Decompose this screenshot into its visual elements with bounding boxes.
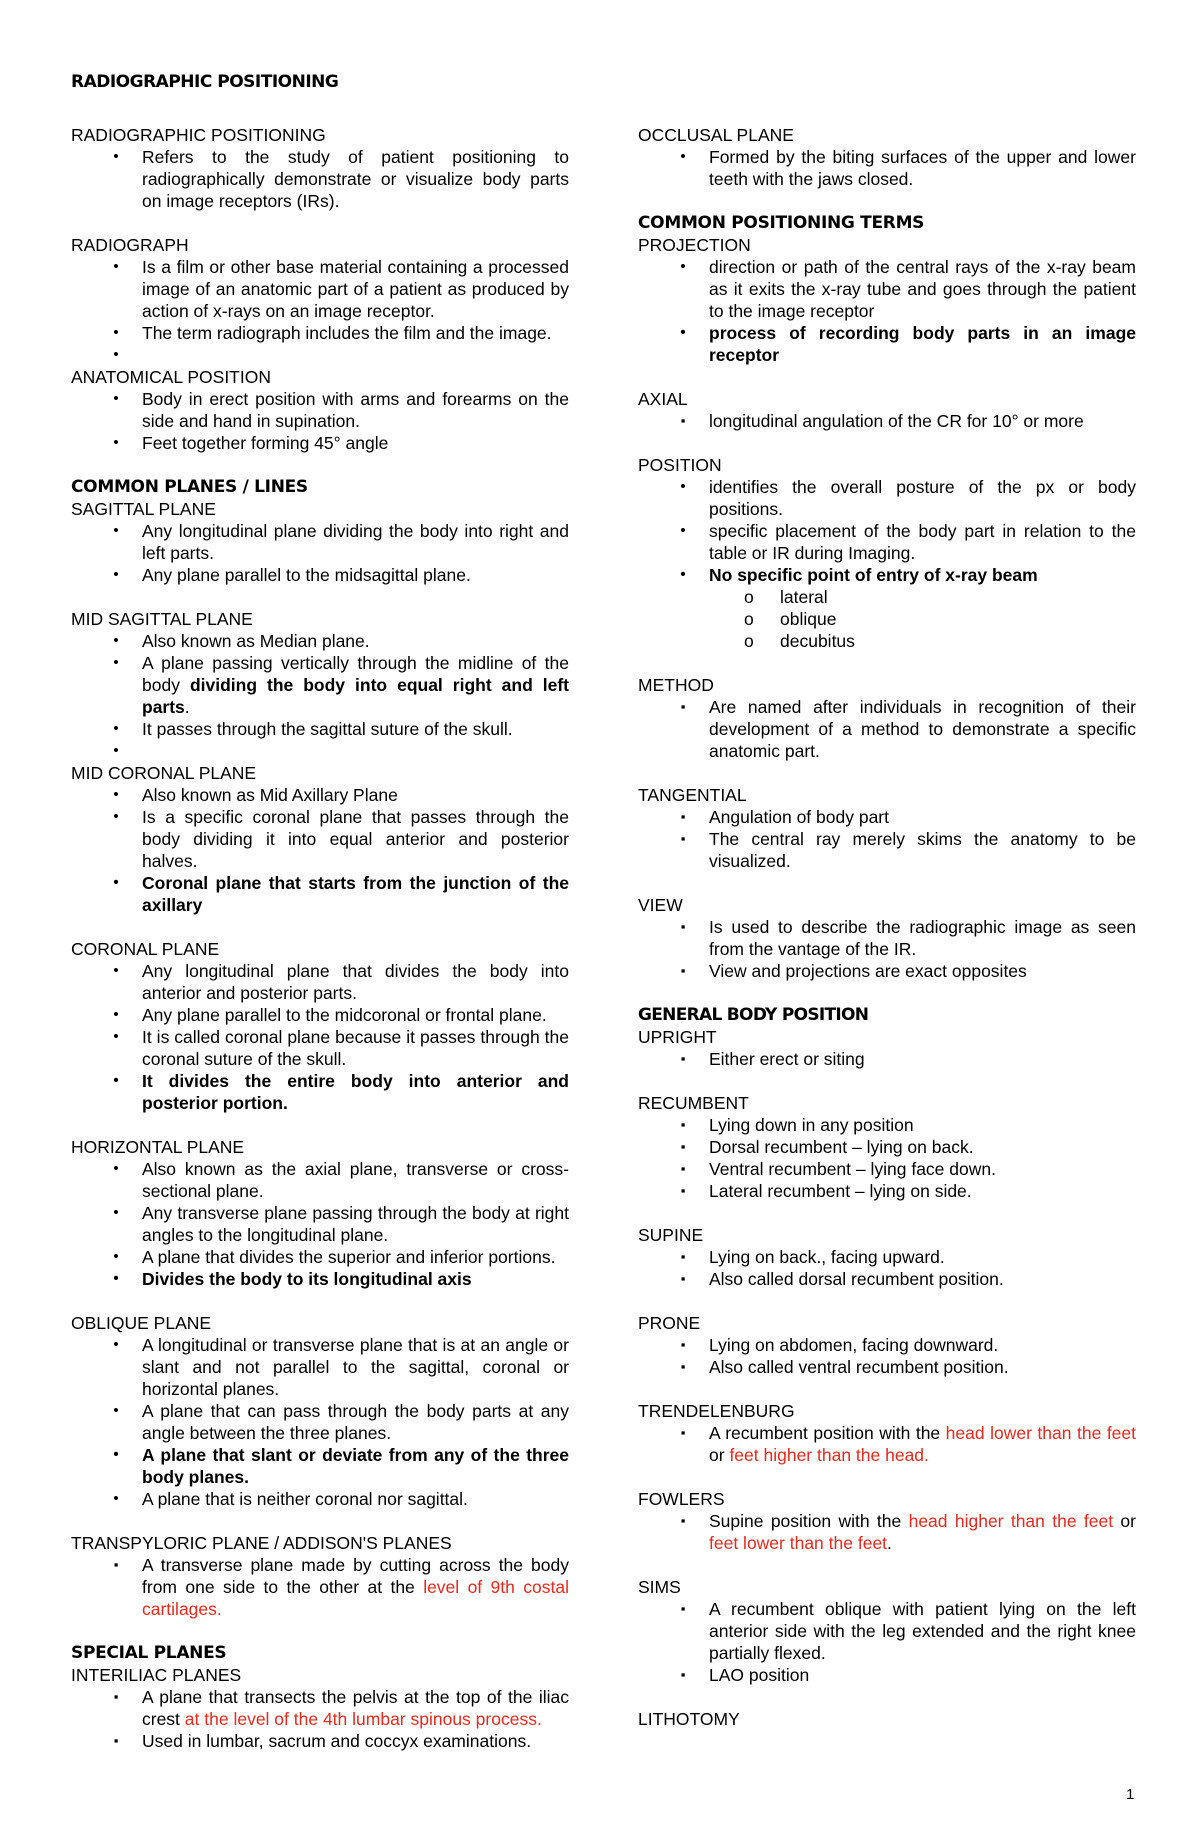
- list-item: ▪ Is used to describe the radiographic image as seen from the vantage of the IR.: [638, 916, 1136, 960]
- section-fowlers: [638, 1488, 1136, 1554]
- square-bullet-icon: ▪: [680, 1183, 686, 1198]
- list-item: • specific placement of the body part in relation to the table or IR during Imaging.: [638, 520, 1136, 564]
- term-heading: TRANSPYLORIC PLANE / ADDISON'S PLANES: [71, 1533, 452, 1553]
- list-item: ▪ Lying on abdomen, facing downward.: [638, 1334, 1136, 1356]
- section-mid-sagittal-plane: [71, 608, 569, 762]
- list-item: ▪ Ventral recumbent – lying face down.: [638, 1158, 1136, 1180]
- bullet-icon: •: [113, 742, 119, 759]
- bullet-list: [638, 1114, 1136, 1202]
- term-heading: PRONE: [638, 1313, 701, 1333]
- list-item: • It divides the entire body into anterior and posterior portion.: [71, 1070, 569, 1114]
- square-bullet-icon: ▪: [680, 413, 686, 428]
- bullet-icon: •: [113, 786, 119, 803]
- list-item: ▪ Either erect or siting: [638, 1048, 1136, 1070]
- square-bullet-icon: ▪: [680, 809, 686, 824]
- list-item: • Is a specific coronal plane that passes through the body dividing it into equal anterior and posterior halves.: [71, 806, 569, 872]
- list-item: ▪ A recumbent position with the head lower than the feet or feet higher than the head.: [638, 1422, 1136, 1466]
- list-item: ▪ The central ray merely skims the anatomy to be visualized.: [638, 828, 1136, 872]
- section-mid-coronal-plane: [71, 762, 569, 916]
- sub-list-item: o decubitus: [744, 631, 855, 651]
- bullet-list: [638, 1598, 1136, 1686]
- square-bullet-icon: ▪: [680, 1249, 686, 1264]
- list-item: ▪ A transverse plane made by cutting across the body from one side to the other at the level of 9th costal cartilages.: [71, 1554, 569, 1620]
- bullet-icon: •: [113, 566, 119, 583]
- list-item: • direction or path of the central rays of the x-ray beam as it exits the x-ray tube and goes through the patient to the image receptor: [638, 256, 1136, 322]
- bullet-icon: •: [113, 1490, 119, 1507]
- section-interiliac-planes: [71, 1664, 569, 1752]
- bullet-icon: •: [113, 808, 119, 825]
- bullet-list: [71, 256, 569, 366]
- bullet-list: [71, 784, 569, 916]
- section-radiograph: [71, 234, 569, 366]
- bullet-icon: •: [113, 632, 119, 649]
- square-bullet-icon: ▪: [680, 1161, 686, 1176]
- sub-bullet-list: [638, 586, 1136, 652]
- bullet-icon: •: [680, 566, 686, 583]
- section-heading-general-body-position: GENERAL BODY POSITION: [638, 1005, 869, 1025]
- list-item: • It passes through the sagittal suture of the skull.: [71, 718, 569, 740]
- list-item: ▪ Also called ventral recumbent position.: [638, 1356, 1136, 1378]
- section-heading-common-positioning-terms: COMMON POSITIONING TERMS: [638, 213, 925, 233]
- section-transpyloric-plane: [71, 1532, 569, 1620]
- bullet-icon: •: [680, 324, 686, 341]
- circle-bullet-icon: o: [744, 587, 754, 607]
- square-bullet-icon: ▪: [680, 1425, 686, 1440]
- list-item: • A plane passing vertically through the midline of the body dividing the body into equal right and left parts.: [71, 652, 569, 718]
- square-bullet-icon: ▪: [680, 1601, 686, 1616]
- term-heading: RADIOGRAPHIC POSITIONING: [71, 125, 326, 145]
- bullet-list: [71, 520, 569, 586]
- bullet-list: [71, 1686, 569, 1752]
- bullet-list: [71, 1334, 569, 1510]
- document-title: RADIOGRAPHIC POSITIONING: [71, 72, 339, 92]
- list-item: • process of recording body parts in an image receptor: [638, 322, 1136, 366]
- bullet-list: [638, 1334, 1136, 1378]
- list-item: • Formed by the biting surfaces of the upper and lower teeth with the jaws closed.: [638, 146, 1136, 190]
- term-heading: LITHOTOMY: [638, 1709, 740, 1729]
- page-number: 1: [1126, 1786, 1135, 1803]
- bullet-list: [638, 1422, 1136, 1466]
- bullet-list: [638, 256, 1136, 366]
- list-item: • A longitudinal or transverse plane that is at an angle or slant and not parallel to the sagittal, coronal or horizontal planes.: [71, 1334, 569, 1400]
- square-bullet-icon: ▪: [680, 963, 686, 978]
- bullet-icon: •: [113, 522, 119, 539]
- bullet-list: [71, 1158, 569, 1290]
- term-heading: INTERILIAC PLANES: [71, 1665, 242, 1685]
- bullet-icon: •: [113, 874, 119, 891]
- square-bullet-icon: ▪: [680, 1139, 686, 1154]
- list-item: • No specific point of entry of x-ray beam: [638, 564, 1136, 586]
- section-upright: [638, 1026, 1136, 1070]
- list-item: • Any longitudinal plane that divides the body into anterior and posterior parts.: [71, 960, 569, 1004]
- circle-bullet-icon: o: [744, 631, 754, 651]
- list-item: ▪ Used in lumbar, sacrum and coccyx examinations.: [71, 1730, 569, 1752]
- bullet-list: [638, 1048, 1136, 1070]
- section-heading-common-planes: COMMON PLANES / LINES: [71, 477, 308, 497]
- square-bullet-icon: ▪: [680, 1117, 686, 1132]
- term-heading: TANGENTIAL: [638, 785, 747, 805]
- section-coronal-plane: [71, 938, 569, 1114]
- bullet-icon: •: [680, 522, 686, 539]
- term-heading: MID SAGITTAL PLANE: [71, 609, 253, 629]
- section-sagittal-plane: [71, 498, 569, 586]
- right-column: [638, 124, 1136, 1730]
- bullet-icon: •: [113, 1204, 119, 1221]
- section-oblique-plane: [71, 1312, 569, 1510]
- section-tangential: [638, 784, 1136, 872]
- list-item: • Coronal plane that starts from the junction of the axillary: [71, 872, 569, 916]
- square-bullet-icon: ▪: [680, 699, 686, 714]
- term-heading: SAGITTAL PLANE: [71, 499, 216, 519]
- bullet-icon: •: [113, 962, 119, 979]
- list-item: ▪ Lateral recumbent – lying on side.: [638, 1180, 1136, 1202]
- term-heading: POSITION: [638, 455, 722, 475]
- section-prone: [638, 1312, 1136, 1378]
- bullet-icon: •: [113, 1446, 119, 1463]
- bullet-list: [638, 806, 1136, 872]
- bullet-icon: •: [680, 258, 686, 275]
- square-bullet-icon: ▪: [113, 1557, 119, 1572]
- term-heading: MID CORONAL PLANE: [71, 763, 257, 783]
- list-item: • Refers to the study of patient positioning to radiographically demonstrate or visualize body parts on image receptors (IRs).: [71, 146, 569, 212]
- list-item: • Body in erect position with arms and forearms on the side and hand in supination.: [71, 388, 569, 432]
- list-item: • Any longitudinal plane dividing the body into right and left parts.: [71, 520, 569, 564]
- list-item: • Also known as the axial plane, transverse or cross-sectional plane.: [71, 1158, 569, 1202]
- term-heading: UPRIGHT: [638, 1027, 717, 1047]
- bullet-icon: •: [113, 1028, 119, 1045]
- bullet-icon: •: [113, 148, 119, 165]
- list-item: • A plane that can pass through the body parts at any angle between the three planes.: [71, 1400, 569, 1444]
- sub-list-item: o lateral: [744, 587, 828, 607]
- section-occlusal-plane: [638, 124, 1136, 190]
- bullet-icon: •: [113, 324, 119, 341]
- bullet-list: [638, 1246, 1136, 1290]
- list-item: • A plane that is neither coronal nor sagittal.: [71, 1488, 569, 1510]
- list-item: ▪ Angulation of body part: [638, 806, 1136, 828]
- list-item: ▪ Supine position with the head higher than the feet or feet lower than the feet.: [638, 1510, 1136, 1554]
- section-horizontal-plane: [71, 1136, 569, 1290]
- empty-list-item: [71, 740, 569, 762]
- bullet-icon: •: [113, 258, 119, 275]
- bullet-icon: •: [113, 390, 119, 407]
- list-item: • Also known as Mid Axillary Plane: [71, 784, 569, 806]
- section-supine: [638, 1224, 1136, 1290]
- list-item: ▪ Are named after individuals in recognition of their development of a method to demonstrate a specific anatomic part.: [638, 696, 1136, 762]
- list-item: ▪ LAO position: [638, 1664, 1136, 1686]
- list-item: ▪ longitudinal angulation of the CR for 10° or more: [638, 410, 1136, 432]
- list-item: • Divides the body to its longitudinal axis: [71, 1268, 569, 1290]
- section-trendelenburg: [638, 1400, 1136, 1466]
- list-item: • Any transverse plane passing through the body at right angles to the longitudinal plane.: [71, 1202, 569, 1246]
- section-radiographic-positioning: [71, 124, 569, 212]
- term-heading: OBLIQUE PLANE: [71, 1313, 212, 1333]
- list-item: • Also known as Median plane.: [71, 630, 569, 652]
- term-heading: CORONAL PLANE: [71, 939, 220, 959]
- list-item: ▪ A plane that transects the pelvis at the top of the iliac crest at the level of the 4th lumbar spinous process.: [71, 1686, 569, 1730]
- square-bullet-icon: ▪: [680, 1051, 686, 1066]
- list-item: • identifies the overall posture of the px or body positions.: [638, 476, 1136, 520]
- section-sims: [638, 1576, 1136, 1686]
- empty-list-item: [71, 344, 569, 366]
- section-recumbent: [638, 1092, 1136, 1202]
- term-heading: VIEW: [638, 895, 683, 915]
- list-item: • A plane that slant or deviate from any of the three body planes.: [71, 1444, 569, 1488]
- bullet-list: [71, 388, 569, 454]
- list-item: • A plane that divides the superior and inferior portions.: [71, 1246, 569, 1268]
- square-bullet-icon: ▪: [680, 1667, 686, 1682]
- square-bullet-icon: ▪: [680, 1337, 686, 1352]
- left-column: [71, 124, 569, 1752]
- list-item: ▪ A recumbent oblique with patient lying on the left anterior side with the leg extended and the right knee partially flexed.: [638, 1598, 1136, 1664]
- list-item: ▪ Lying down in any position: [638, 1114, 1136, 1136]
- section-projection: [638, 234, 1136, 366]
- bullet-icon: •: [113, 434, 119, 451]
- bullet-icon: •: [113, 1160, 119, 1177]
- term-heading: SUPINE: [638, 1225, 704, 1245]
- term-heading: RECUMBENT: [638, 1093, 749, 1113]
- term-heading: TRENDELENBURG: [638, 1401, 795, 1421]
- bullet-list: [638, 476, 1136, 586]
- term-heading: SIMS: [638, 1577, 681, 1597]
- section-anatomical-position: [71, 366, 569, 454]
- bullet-icon: •: [680, 148, 686, 165]
- list-item: • Any plane parallel to the midcoronal or frontal plane.: [71, 1004, 569, 1026]
- term-heading: AXIAL: [638, 389, 688, 409]
- list-item: • Is a film or other base material containing a processed image of an anatomic part of a patient as produced by action of x-rays on an image receptor.: [71, 256, 569, 322]
- list-item: ▪ View and projections are exact opposites: [638, 960, 1136, 982]
- term-heading: RADIOGRAPH: [71, 235, 189, 255]
- section-position: [638, 454, 1136, 652]
- bullet-list: [638, 410, 1136, 432]
- bullet-icon: •: [113, 1270, 119, 1287]
- square-bullet-icon: ▪: [680, 1359, 686, 1374]
- list-item: • It is called coronal plane because it passes through the coronal suture of the skull.: [71, 1026, 569, 1070]
- sub-list-item: o oblique: [744, 609, 837, 629]
- bullet-list: [638, 916, 1136, 982]
- bullet-list: [71, 146, 569, 212]
- term-heading: OCCLUSAL PLANE: [638, 125, 794, 145]
- bullet-icon: •: [113, 1336, 119, 1353]
- bullet-list: [638, 146, 1136, 190]
- square-bullet-icon: ▪: [113, 1733, 119, 1748]
- term-heading: METHOD: [638, 675, 714, 695]
- bullet-list: [71, 960, 569, 1114]
- bullet-list: [71, 630, 569, 762]
- bullet-icon: •: [113, 1248, 119, 1265]
- list-item: ▪ Lying on back., facing upward.: [638, 1246, 1136, 1268]
- section-view: [638, 894, 1136, 982]
- term-heading: FOWLERS: [638, 1489, 725, 1509]
- bullet-list: [638, 1510, 1136, 1554]
- bullet-list: [638, 696, 1136, 762]
- bullet-icon: •: [113, 346, 119, 363]
- bullet-list: [71, 1554, 569, 1620]
- section-method: [638, 674, 1136, 762]
- term-heading: ANATOMICAL POSITION: [71, 367, 271, 387]
- square-bullet-icon: ▪: [680, 1271, 686, 1286]
- section-axial: [638, 388, 1136, 432]
- bullet-icon: •: [113, 1402, 119, 1419]
- section-lithotomy: [638, 1708, 1136, 1730]
- square-bullet-icon: ▪: [680, 1513, 686, 1528]
- bullet-icon: •: [113, 1072, 119, 1089]
- bullet-icon: •: [113, 1006, 119, 1023]
- list-item: • Any plane parallel to the midsagittal plane.: [71, 564, 569, 586]
- list-item: • Feet together forming 45° angle: [71, 432, 569, 454]
- term-heading: PROJECTION: [638, 235, 751, 255]
- circle-bullet-icon: o: [744, 609, 754, 629]
- square-bullet-icon: ▪: [680, 919, 686, 934]
- list-item: ▪ Dorsal recumbent – lying on back.: [638, 1136, 1136, 1158]
- list-item: ▪ Also called dorsal recumbent position.: [638, 1268, 1136, 1290]
- square-bullet-icon: ▪: [113, 1689, 119, 1704]
- bullet-icon: •: [113, 720, 119, 737]
- list-item: • The term radiograph includes the film and the image.: [71, 322, 569, 344]
- bullet-icon: •: [113, 654, 119, 671]
- square-bullet-icon: ▪: [680, 831, 686, 846]
- term-heading: HORIZONTAL PLANE: [71, 1137, 245, 1157]
- section-heading-special-planes: SPECIAL PLANES: [71, 1643, 227, 1663]
- bullet-icon: •: [680, 478, 686, 495]
